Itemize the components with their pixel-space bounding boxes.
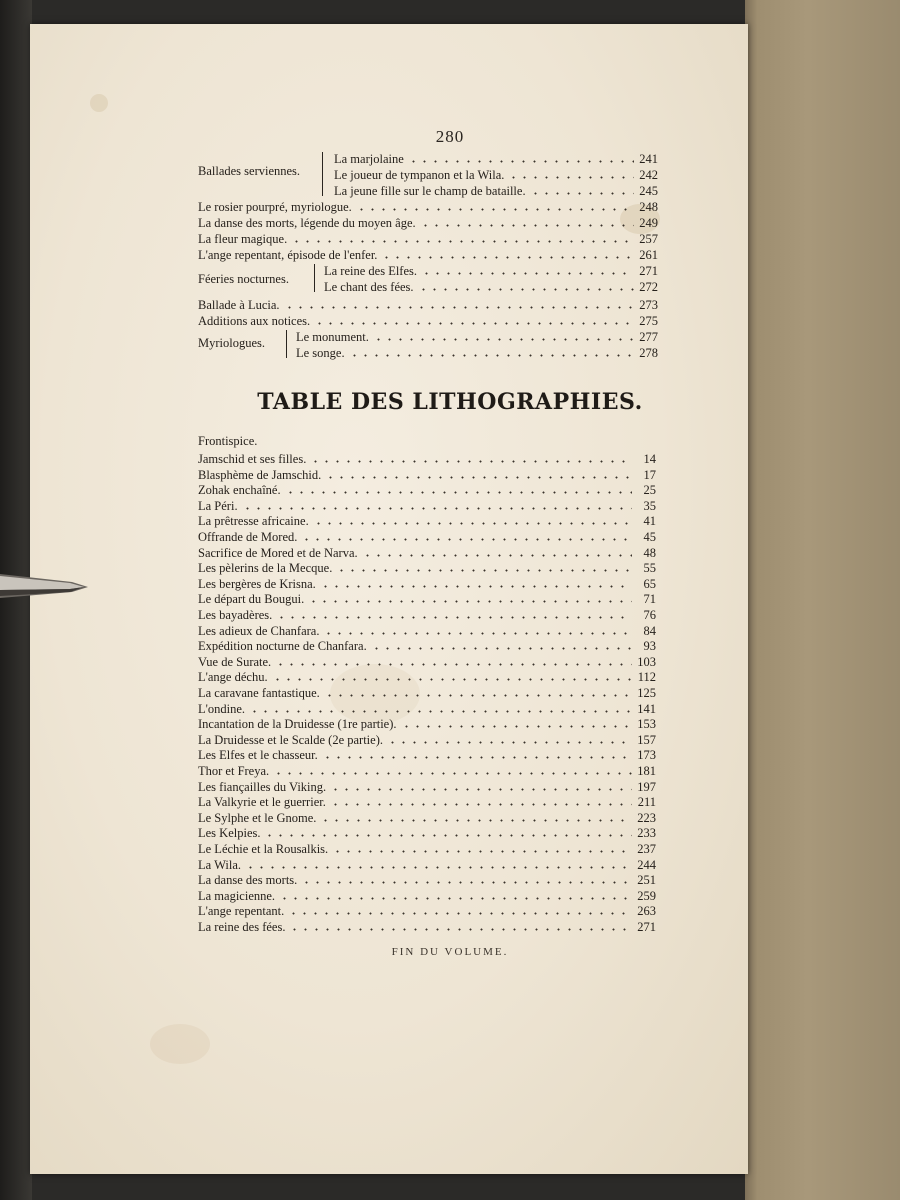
toc-entry: La fleur magique. 257 <box>198 232 658 246</box>
lithography-page: 35 <box>643 498 656 513</box>
lithography-title: La caravane fantastique. <box>198 686 320 700</box>
lithography-page: 237 <box>637 842 656 856</box>
lithography-page: 271 <box>637 920 656 934</box>
lithography-page: 141 <box>637 701 656 716</box>
toc-entry: Le joueur de tympanon et la Wila. 242 <box>334 168 658 182</box>
lithography-entry <box>198 746 656 762</box>
lithography-page: 48 <box>643 545 656 560</box>
lithography-entry <box>198 824 656 840</box>
brace <box>314 264 315 292</box>
lithography-entry <box>198 793 656 809</box>
lithography-entry <box>198 575 656 591</box>
lithography-page: 112 <box>637 670 656 685</box>
lithography-title: Jamschid et ses filles. <box>198 452 307 466</box>
lithography-page: 25 <box>643 483 656 498</box>
group-label-ballades: Ballades serviennes. <box>198 164 301 178</box>
toc-entry: La reine des Elfes. 271 <box>324 264 658 278</box>
lithography-title: Offrande de Mored. <box>198 530 298 544</box>
lithography-page: 259 <box>637 888 656 903</box>
brace <box>286 330 287 358</box>
lithography-entry <box>198 668 656 684</box>
lithography-title: L'ange repentant. <box>198 904 285 919</box>
lithography-page: 244 <box>637 857 656 872</box>
lithography-entry <box>198 856 656 872</box>
toc-entry: Le monument. 277 <box>296 330 658 344</box>
lithography-page: 223 <box>637 810 656 825</box>
lithography-page: 103 <box>637 654 656 669</box>
brace <box>322 152 323 196</box>
lithography-title: Vue de Surate. <box>198 654 272 669</box>
toc-entry: L'ange repentant, épisode de l'enfer. 261 <box>198 248 658 262</box>
lithography-page: 181 <box>637 764 656 778</box>
lithography-page: 17 <box>643 467 656 482</box>
lithography-entry <box>198 684 656 700</box>
lithography-entry <box>198 778 656 794</box>
lithography-page: 263 <box>637 904 656 919</box>
lithography-title: La Druidesse et le Scalde (2e partie). <box>198 732 383 747</box>
lithography-page: 41 <box>643 514 656 529</box>
lithography-title: Le Léchie et la Rousalkis. <box>198 842 329 856</box>
lithography-title: Incantation de la Druidesse (1re partie). <box>198 717 397 732</box>
lithography-title: Le Sylphe et le Gnome. <box>198 810 317 825</box>
lithography-title: Les fiançailles du Viking. <box>198 779 327 794</box>
lithography-title: Blasphème de Jamschid. <box>198 467 322 482</box>
lithography-entry <box>198 840 656 856</box>
lithography-page: 65 <box>643 576 656 591</box>
toc-entry: Additions aux notices. 275 <box>198 314 658 328</box>
pen-tip <box>0 568 90 602</box>
lithography-entry <box>198 700 656 716</box>
lithography-page: 45 <box>643 530 656 544</box>
lithography-entry <box>198 481 656 497</box>
lithography-page: 125 <box>637 686 656 700</box>
lithography-entry <box>198 544 656 560</box>
lithography-title: L'ondine. <box>198 701 246 716</box>
lithography-entry <box>198 450 656 466</box>
toc-entry: Ballade à Lucia. 273 <box>198 298 658 312</box>
toc-entry: Le chant des fées. 272 <box>324 280 658 294</box>
lithography-entry <box>198 871 656 887</box>
lithography-entry <box>198 512 656 528</box>
lithography-title: L'ange déchu. <box>198 670 268 685</box>
lithography-entry <box>198 497 656 513</box>
lithography-entry <box>198 528 656 544</box>
lithography-page: 233 <box>637 826 656 841</box>
group-label-feeries: Féeries nocturnes. <box>198 272 289 286</box>
lithography-title: Les bergères de Krisna. <box>198 576 316 591</box>
lithography-entry <box>198 809 656 825</box>
page-number: 280 <box>435 127 465 146</box>
lithography-entry <box>198 606 656 622</box>
lithography-title: La Valkyrie et le guerrier. <box>198 795 326 810</box>
lithography-page: 93 <box>643 639 656 654</box>
lithography-page: 157 <box>637 732 656 747</box>
lithography-page: 251 <box>637 873 656 888</box>
lithography-page: 55 <box>643 561 656 576</box>
lithography-title: La prêtresse africaine. <box>198 514 309 529</box>
adjacent-board <box>745 0 900 1200</box>
lithography-entry <box>198 731 656 747</box>
toc-entry: Le songe. 278 <box>296 346 658 360</box>
lithography-page: 153 <box>637 717 656 732</box>
toc-entry: Le rosier pourpré, myriologue. 248 <box>198 200 658 214</box>
lithography-title: La danse des morts. <box>198 873 298 888</box>
lithography-entry <box>198 887 656 903</box>
lithography-page: 197 <box>637 779 656 794</box>
end-of-volume: FIN DU VOLUME. <box>391 946 509 958</box>
lithography-title: La magicienne. <box>198 888 276 903</box>
lithography-entry <box>198 466 656 482</box>
lithography-entry <box>198 918 656 934</box>
lithography-entry <box>198 715 656 731</box>
group-label-myriologues: Myriologues. <box>198 336 266 350</box>
lithography-entry <box>198 559 656 575</box>
lithography-title: Zohak enchaîné. <box>198 483 281 498</box>
frontispice: Frontispice. <box>198 434 258 448</box>
lithography-entry <box>198 902 656 918</box>
toc-entry: La marjolaine 241 <box>334 152 658 166</box>
lithography-entry <box>198 590 656 606</box>
lithography-title: La reine des fées. <box>198 920 286 934</box>
toc-entry: La danse des morts, légende du moyen âge. 249 <box>198 216 658 230</box>
lithography-page: 211 <box>637 795 656 810</box>
lithography-page: 84 <box>643 623 656 638</box>
lithography-title: Les bayadères. <box>198 608 273 622</box>
lithography-title: Thor et Freya. <box>198 764 270 778</box>
lithography-title: Expédition nocturne de Chanfara. <box>198 639 367 654</box>
lithography-title: Le départ du Bougui. <box>198 592 305 607</box>
lithography-entry <box>198 762 656 778</box>
lithography-page: 14 <box>643 452 656 466</box>
lithography-page: 71 <box>643 592 656 607</box>
toc-entry: La jeune fille sur le champ de bataille. 245 <box>334 184 658 198</box>
lithography-title: La Wila. <box>198 857 241 872</box>
lithography-title: Sacrifice de Mored et de Narva. <box>198 545 358 560</box>
lithography-title: La Péri. <box>198 498 238 513</box>
lithography-title: Les Kelpies. <box>198 826 261 841</box>
lithography-entry <box>198 653 656 669</box>
lithography-page: 173 <box>637 748 656 763</box>
lithography-entry <box>198 637 656 653</box>
lithography-title: Les pèlerins de la Mecque. <box>198 561 333 576</box>
lithography-title: Les adieux de Chanfara. <box>198 623 320 638</box>
lithography-page: 76 <box>643 608 656 622</box>
section-title: TABLE DES LITHOGRAPHIES. <box>257 389 643 415</box>
lithography-entry <box>198 622 656 638</box>
lithography-title: Les Elfes et le chasseur. <box>198 748 318 763</box>
